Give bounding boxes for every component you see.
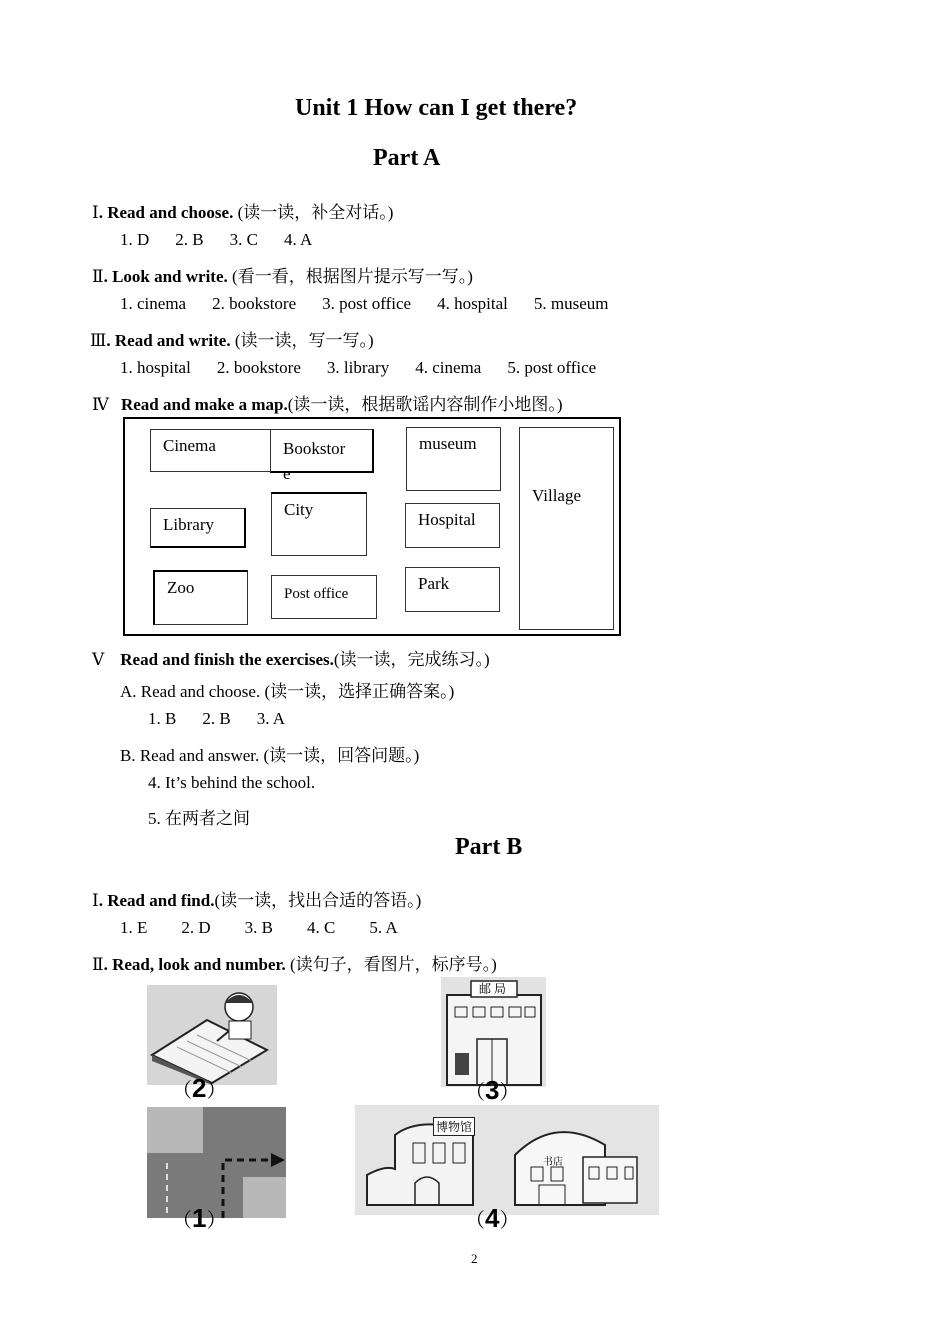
section-number: Ⅰ [92, 203, 99, 222]
post-office-picture [441, 977, 546, 1087]
section-3-header [90, 326, 374, 351]
map-city: City [271, 492, 367, 556]
map-post-office: Post office [271, 575, 377, 619]
road-turn-picture [147, 1107, 286, 1218]
section-note: (读一读，写一写。) [230, 331, 374, 350]
section-5b-answer-5: 5. 在两者之间 [148, 809, 250, 828]
section-note: (看一看，根据图片提示写一写。) [227, 267, 473, 286]
museum-sign: 博物馆 [433, 1117, 475, 1136]
section-instruction: . Read and write. [106, 331, 231, 350]
section-instruction: . Look and write. [103, 267, 228, 286]
section-4-header [92, 390, 563, 415]
section-number: Ⅳ [92, 395, 109, 414]
section-number: Ⅱ [92, 267, 104, 286]
map-museum: museum [406, 427, 501, 491]
section-note: (读一读，根据歌谣内容制作小地图。) [287, 395, 563, 414]
section-note: (读一读，找出合适的答语。) [214, 891, 422, 910]
post-office-sign: 邮 局 [479, 982, 507, 996]
part-b-section-1-answers [120, 918, 424, 938]
section-number: Ⅲ [90, 331, 107, 350]
section-note: (读句子，看图片，标序号。) [285, 955, 497, 974]
answer: 2. B [202, 709, 231, 728]
answer: 3. post office [322, 294, 412, 313]
map-park: Park [405, 567, 500, 612]
answer: 4. A [283, 230, 313, 249]
section-5a-label: A. Read and choose. (读一读，选择正确答案。) [120, 682, 455, 701]
page-number: 2 [471, 1251, 478, 1266]
map-village: Village [519, 427, 614, 630]
part-b-heading: Part B [455, 834, 523, 860]
section-note: (读一读，补全对话。) [233, 203, 394, 222]
section-5-header [92, 645, 490, 670]
section-5a-answers [148, 709, 311, 729]
answer: 3. B [244, 918, 274, 937]
answer: 1. cinema [120, 294, 187, 313]
section-note: (读一读，完成练习。) [333, 650, 490, 669]
answer: 3. library [326, 358, 390, 377]
section-2-header [92, 262, 473, 287]
section-instruction: Read and make a map. [120, 395, 288, 414]
answer: 4. cinema [415, 358, 482, 377]
answer: 3. C [229, 230, 258, 249]
answer: 1. D [120, 230, 150, 249]
part-b-section-2-header [92, 950, 497, 975]
section-instruction: . Read, look and number. [103, 955, 286, 974]
section-number: Ⅰ [92, 891, 99, 910]
picture-1-number: （2） [172, 1073, 227, 1103]
section-1-answers [120, 230, 338, 250]
answer: 3. A [256, 709, 286, 728]
answer: 5. A [369, 918, 398, 937]
picture-2-number: （3） [465, 1075, 520, 1105]
section-number: Ⅴ [92, 650, 105, 669]
section-number: Ⅱ [92, 955, 104, 974]
answer: 2. B [175, 230, 204, 249]
bookstore-sign: 书店 [543, 1157, 563, 1168]
answer: 4. C [307, 918, 336, 937]
section-instruction: . Read and choose. [98, 203, 234, 222]
map-zoo: Zoo [153, 570, 248, 625]
section-1-header [92, 198, 393, 223]
section-instruction: Read and finish the exercises. [120, 650, 334, 669]
picture-4-number: （4） [465, 1203, 520, 1233]
map-library: Library [150, 508, 246, 548]
answer: 1. B [148, 709, 177, 728]
answer: 2. bookstore [212, 294, 297, 313]
page-title: Unit 1 How can I get there? [295, 95, 578, 121]
section-5b-answer-4: 4. It’s behind the school. [148, 773, 316, 792]
answer: 2. bookstore [216, 358, 301, 377]
answer: 5. museum [533, 294, 609, 313]
map-cinema: Cinema [150, 429, 273, 472]
map-bookstore: Bookstor e [270, 429, 374, 473]
section-5b-label: B. Read and answer. (读一读，回答问题。) [120, 746, 420, 765]
answer: 2. D [181, 918, 211, 937]
section-instruction: . Read and find. [98, 891, 215, 910]
answer: 1. E [120, 918, 148, 937]
part-b-section-1-header [92, 886, 421, 911]
girl-writing-picture [147, 985, 277, 1085]
section-2-answers [120, 294, 635, 314]
answer: 5. post office [507, 358, 597, 377]
section-3-answers [120, 358, 622, 378]
map-hospital: Hospital [405, 503, 500, 548]
part-a-heading: Part A [373, 145, 441, 171]
museum-bookstore-picture [355, 1105, 659, 1215]
picture-3-number: （1） [172, 1203, 227, 1233]
answer: 4. hospital [437, 294, 508, 313]
answer: 1. hospital [120, 358, 191, 377]
